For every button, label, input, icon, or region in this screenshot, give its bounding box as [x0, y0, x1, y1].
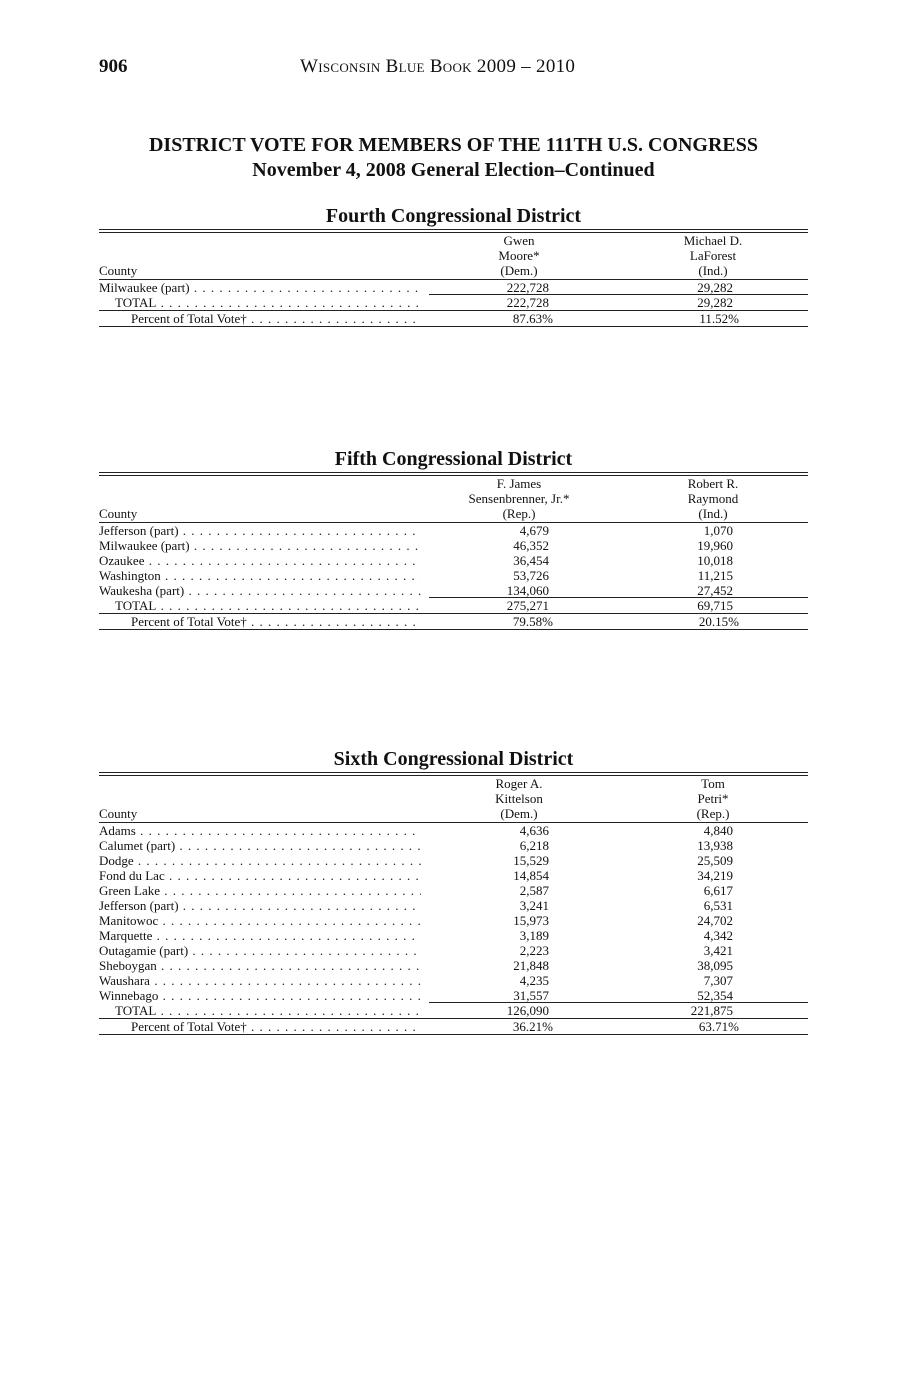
- vote-count: 27,452: [697, 583, 733, 598]
- vote-count: 24,702: [697, 913, 733, 928]
- vote-count: 11,215: [697, 568, 733, 583]
- page-title-line1: DISTRICT VOTE FOR MEMBERS OF THE 111TH U.S. CONGRESS: [148, 134, 758, 156]
- page-title-line2: November 4, 2008 General Election–Continued: [252, 159, 655, 181]
- candidate-party: (Rep.): [502, 506, 536, 521]
- county-name: Green Lake . . .: [99, 883, 421, 898]
- table-header: [99, 776, 808, 822]
- candidate-last-name: Petri*: [697, 791, 729, 806]
- vote-count: 2,223: [519, 943, 549, 958]
- district-table-sixth: [99, 746, 808, 1035]
- county-name: Dodge . . .: [99, 853, 421, 868]
- candidate-party: (Rep.): [696, 806, 730, 821]
- table-row: [99, 883, 808, 898]
- vote-count: 6,531: [703, 898, 733, 913]
- vote-count: 31,557: [513, 988, 549, 1003]
- percent-value: 79.58%: [512, 614, 553, 629]
- county-name: Waukesha (part) . . .: [99, 583, 421, 598]
- total-value: 29,282: [697, 295, 733, 310]
- county-name: Milwaukee (part) . . .: [99, 538, 421, 553]
- candidate-party: (Dem.): [500, 263, 538, 278]
- percent-value: 87.63%: [512, 311, 553, 326]
- vote-count: 6,218: [519, 838, 549, 853]
- county-name: Calumet (part) . . .: [99, 838, 421, 853]
- district-title: Fourth Congressional District: [325, 205, 582, 227]
- candidate-header: [623, 233, 803, 278]
- vote-count: 52,354: [697, 988, 733, 1003]
- candidate-first-name: F. James: [496, 476, 542, 491]
- vote-count: 6,617: [703, 883, 733, 898]
- candidate-header: [429, 233, 609, 278]
- table-row: [99, 913, 808, 928]
- county-column-header: County: [99, 806, 138, 821]
- candidate-last-name: Moore*: [498, 248, 540, 263]
- vote-count: 36,454: [513, 553, 549, 568]
- vote-count: 4,679: [519, 523, 549, 538]
- vote-count: 46,352: [513, 538, 549, 553]
- table-row: [99, 988, 808, 1003]
- vote-count: 3,241: [519, 898, 549, 913]
- table-row: [99, 553, 808, 568]
- candidate-last-name: Kittelson: [495, 791, 543, 806]
- vote-count: 53,726: [513, 568, 549, 583]
- table-row: [99, 280, 808, 295]
- vote-count: 2,587: [519, 883, 549, 898]
- table-header: [99, 233, 808, 279]
- vote-count: 4,235: [519, 973, 549, 988]
- county-name: Milwaukee (part) . . .: [99, 280, 421, 295]
- vote-count: 222,728: [506, 280, 549, 295]
- table-row: [99, 583, 808, 598]
- county-name: Ozaukee . . .: [99, 553, 421, 568]
- total-value: 221,875: [690, 1003, 733, 1018]
- county-name: Washington . . .: [99, 568, 421, 583]
- percent-value: 63.71%: [698, 1019, 739, 1034]
- candidate-party: (Ind.): [698, 506, 728, 521]
- candidate-last-name: Raymond: [687, 491, 739, 506]
- vote-count: 4,840: [703, 823, 733, 838]
- county-column-header: County: [99, 506, 138, 521]
- total-value: 275,271: [506, 598, 549, 613]
- page-header: [99, 56, 807, 80]
- vote-count: 15,529: [513, 853, 549, 868]
- table-row: [99, 523, 808, 538]
- total-label: TOTAL . . .: [115, 598, 421, 613]
- vote-count: 25,509: [697, 853, 733, 868]
- table-row: [99, 973, 808, 988]
- percent-row: [99, 1019, 808, 1035]
- percent-label: Percent of Total Vote† . . .: [131, 1019, 421, 1034]
- vote-count: 3,189: [519, 928, 549, 943]
- vote-count: 34,219: [697, 868, 733, 883]
- vote-count: 29,282: [697, 280, 733, 295]
- candidate-header: [429, 776, 609, 821]
- county-name: Winnebago . . .: [99, 988, 421, 1003]
- candidate-first-name: Roger A.: [495, 776, 543, 791]
- candidate-first-name: Gwen: [503, 233, 535, 248]
- vote-count: 1,070: [703, 523, 733, 538]
- candidate-header: [429, 476, 609, 521]
- percent-value: 20.15%: [698, 614, 739, 629]
- county-column-header: County: [99, 263, 138, 278]
- table-row: [99, 898, 808, 913]
- vote-count: 4,636: [519, 823, 549, 838]
- county-name: Waushara . . .: [99, 973, 421, 988]
- total-label: TOTAL . . .: [115, 1003, 421, 1018]
- candidate-first-name: Robert R.: [687, 476, 739, 491]
- county-name: Fond du Lac . . .: [99, 868, 421, 883]
- table-row: [99, 928, 808, 943]
- county-name: Manitowoc . . .: [99, 913, 421, 928]
- vote-count: 19,960: [697, 538, 733, 553]
- total-row: [99, 295, 808, 311]
- county-name: Sheboygan . . .: [99, 958, 421, 973]
- candidate-header: [623, 476, 803, 521]
- vote-count: 3,421: [703, 943, 733, 958]
- page-number: 906: [99, 56, 128, 77]
- candidate-last-name: LaForest: [689, 248, 737, 263]
- vote-count: 134,060: [506, 583, 549, 598]
- county-name: Marquette . . .: [99, 928, 421, 943]
- candidate-party: (Ind.): [698, 263, 728, 278]
- table-row: [99, 958, 808, 973]
- district-title: Sixth Congressional District: [333, 748, 574, 770]
- table-row: [99, 943, 808, 958]
- total-value: 69,715: [697, 598, 733, 613]
- table-row: [99, 853, 808, 868]
- percent-row: [99, 311, 808, 327]
- vote-count: 10,018: [697, 553, 733, 568]
- vote-count: 7,307: [703, 973, 733, 988]
- table-header: [99, 476, 808, 522]
- county-name: Jefferson (part) . . .: [99, 898, 421, 913]
- total-row: [99, 1003, 808, 1019]
- candidate-party: (Dem.): [500, 806, 538, 821]
- total-value: 126,090: [506, 1003, 549, 1018]
- percent-row: [99, 614, 808, 630]
- percent-label: Percent of Total Vote† . . .: [131, 614, 421, 629]
- table-row: [99, 868, 808, 883]
- district-table-fourth: [99, 203, 808, 327]
- vote-count: 15,973: [513, 913, 549, 928]
- vote-count: 13,938: [697, 838, 733, 853]
- county-name: Outagamie (part) . . .: [99, 943, 421, 958]
- total-value: 222,728: [506, 295, 549, 310]
- total-row: [99, 598, 808, 614]
- table-row: [99, 538, 808, 553]
- county-name: Adams . . .: [99, 823, 421, 838]
- vote-count: 14,854: [513, 868, 549, 883]
- candidate-header: [623, 776, 803, 821]
- percent-value: 36.21%: [512, 1019, 553, 1034]
- book-title: Wisconsin Blue Book 2009 – 2010: [300, 56, 576, 77]
- table-row: [99, 838, 808, 853]
- vote-count: 38,095: [697, 958, 733, 973]
- page-title: [0, 133, 907, 183]
- vote-count: 21,848: [513, 958, 549, 973]
- county-name: Jefferson (part) . . .: [99, 523, 421, 538]
- percent-value: 11.52%: [699, 311, 739, 326]
- percent-label: Percent of Total Vote† . . .: [131, 311, 421, 326]
- candidate-first-name: Michael D.: [683, 233, 743, 248]
- candidate-last-name: Sensenbrenner, Jr.*: [468, 491, 570, 506]
- total-label: TOTAL . . .: [115, 295, 421, 310]
- table-row: [99, 568, 808, 583]
- vote-count: 4,342: [703, 928, 733, 943]
- candidate-first-name: Tom: [701, 776, 725, 791]
- district-table-fifth: [99, 446, 808, 630]
- table-row: [99, 823, 808, 838]
- district-title: Fifth Congressional District: [334, 448, 573, 470]
